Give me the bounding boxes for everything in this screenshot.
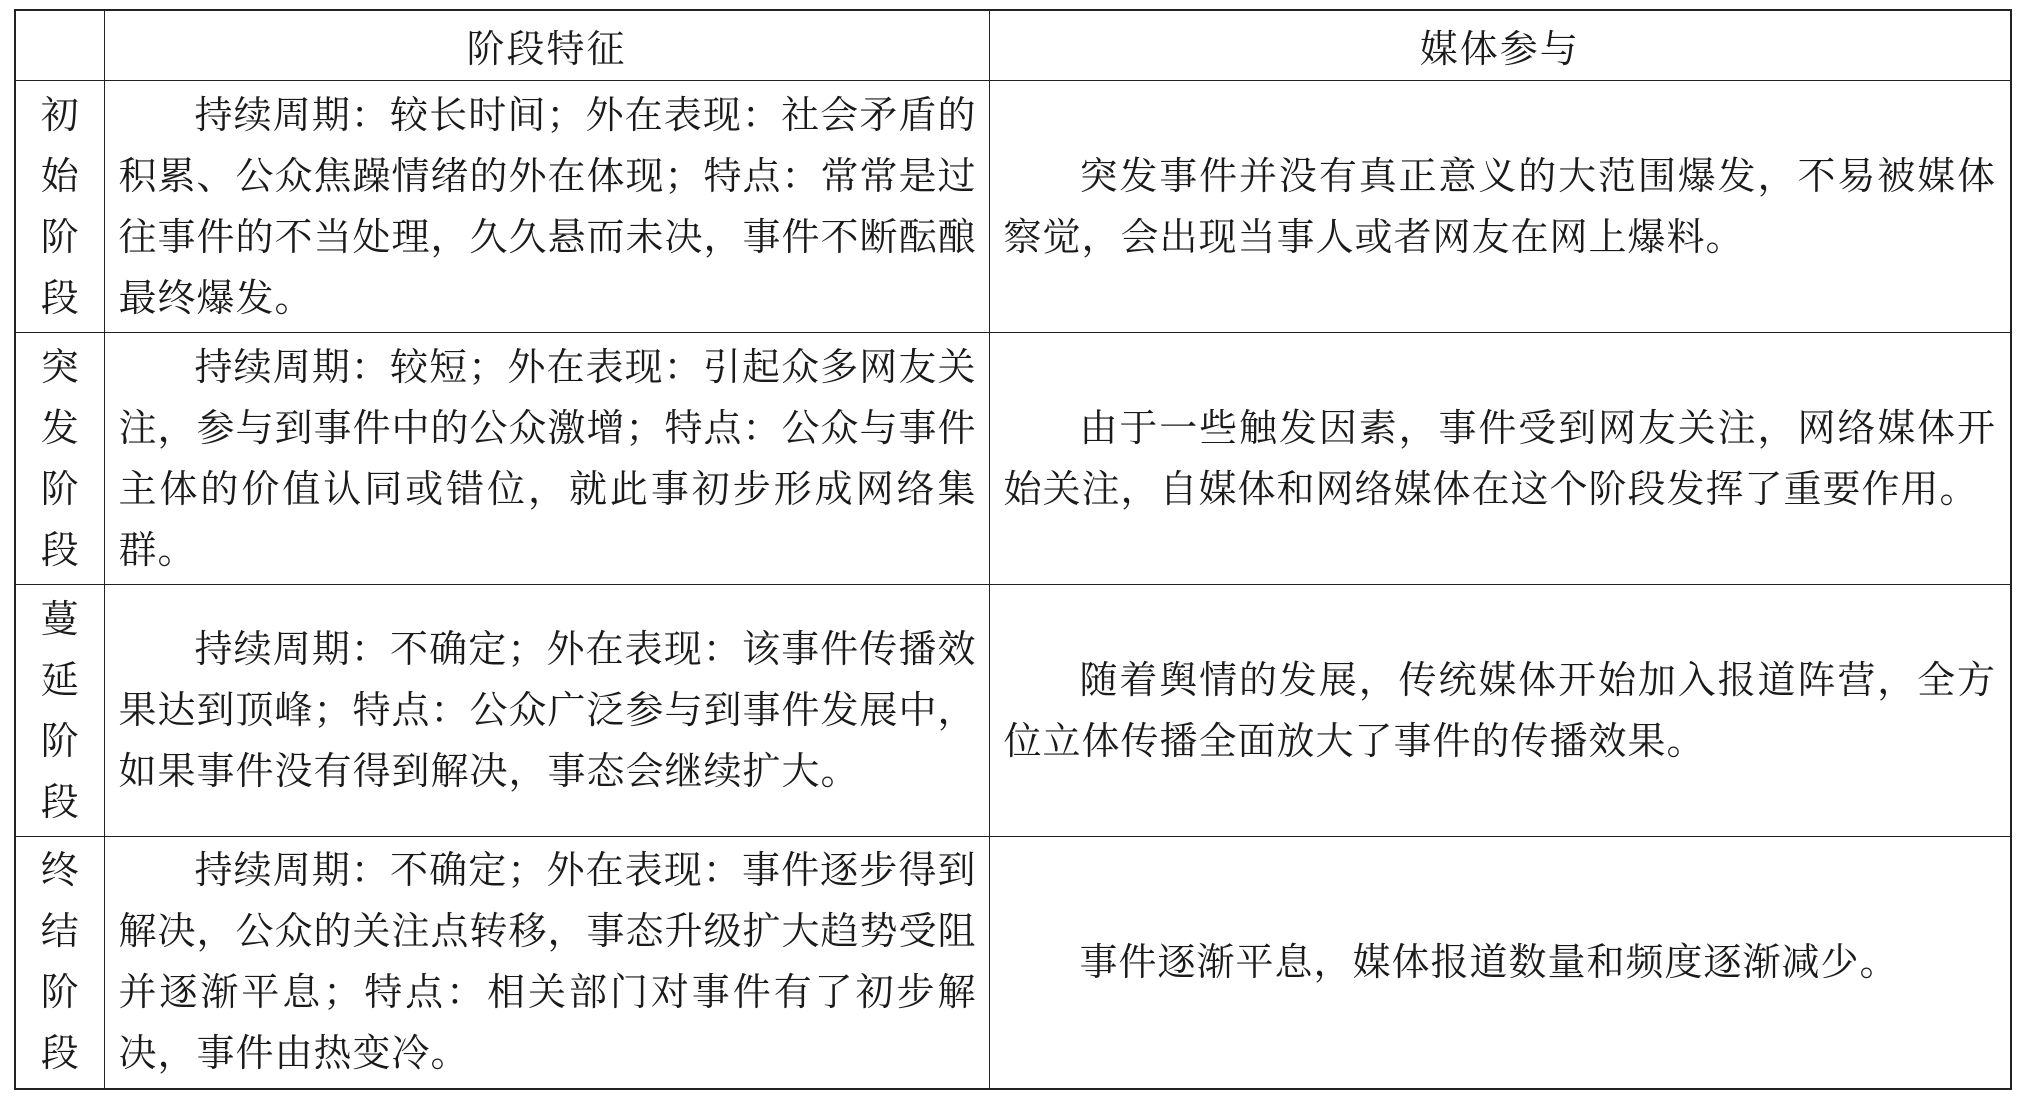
stage-char: 段 xyxy=(40,275,79,320)
media-text: 随着舆情的发展，传统媒体开始加入报道阵营，全方位立体传播全面放大了事件的传播效果。 xyxy=(1003,657,1996,763)
header-media: 媒体参与 xyxy=(989,10,2011,81)
stage-cell xyxy=(15,81,104,333)
header-feature: 阶段特征 xyxy=(104,10,989,81)
table-row xyxy=(15,333,2011,585)
stage-cell xyxy=(15,333,104,585)
feature-cell xyxy=(104,81,989,333)
stage-char: 段 xyxy=(40,779,79,824)
feature-text: 持续周期：不确定；外在表现：事件逐步得到解决，公众的关注点转移，事态升级扩大趋势受阻并逐渐平息；特点：相关部门对事件有了初步解决，事件由热变冷。 xyxy=(118,848,977,1076)
stage-table xyxy=(14,9,2012,1090)
feature-text: 持续周期：较长时间；外在表现：社会矛盾的积累、公众焦躁情绪的外在体现；特点：常常是过往事件的不当处理，久久悬而未决，事件不断酝酿最终爆发。 xyxy=(118,92,977,320)
media-text: 事件逐渐平息，媒体报道数量和频度逐渐减少。 xyxy=(1079,939,1899,984)
feature-text: 持续周期：不确定；外在表现：该事件传播效果达到顶峰；特点：公众广泛参与到事件发展中，如果事件没有得到解决，事态会继续扩大。 xyxy=(118,627,977,793)
stage-char: 阶 xyxy=(40,214,79,259)
stage-char: 阶 xyxy=(40,970,79,1015)
stage-table-container xyxy=(14,9,2012,1089)
feature-text: 持续周期：较短；外在表现：引起众多网友关注，参与到事件中的公众激增；特点：公众与事件主体的价值认同或错位，就此事初步形成网络集群。 xyxy=(118,344,977,572)
media-cell xyxy=(989,81,2011,333)
stage-char: 延 xyxy=(40,657,79,702)
stage-char: 发 xyxy=(40,405,79,450)
media-cell xyxy=(989,333,2011,585)
media-cell xyxy=(989,585,2011,837)
stage-char: 阶 xyxy=(40,718,79,763)
table-row xyxy=(15,837,2011,1089)
stage-char: 始 xyxy=(40,153,79,198)
stage-cell xyxy=(15,585,104,837)
table-row xyxy=(15,585,2011,837)
stage-char: 阶 xyxy=(40,466,79,511)
stage-char: 蔓 xyxy=(40,596,79,641)
table-row xyxy=(15,81,2011,333)
stage-char: 突 xyxy=(40,344,79,389)
media-cell xyxy=(989,837,2011,1089)
stage-char: 初 xyxy=(40,92,79,137)
table-header-row xyxy=(15,10,2011,81)
media-text: 突发事件并没有真正意义的大范围爆发，不易被媒体察觉，会出现当事人或者网友在网上爆料。 xyxy=(1003,153,1996,259)
stage-char: 终 xyxy=(40,848,79,893)
stage-char: 结 xyxy=(40,909,79,954)
stage-char: 段 xyxy=(40,1031,79,1076)
feature-cell xyxy=(104,333,989,585)
stage-char: 段 xyxy=(40,527,79,572)
media-text: 由于一些触发因素，事件受到网友关注，网络媒体开始关注，自媒体和网络媒体在这个阶段发挥了重要作用。 xyxy=(1003,405,1996,511)
feature-cell xyxy=(104,837,989,1089)
feature-cell xyxy=(104,585,989,837)
header-stage xyxy=(15,10,104,81)
stage-cell xyxy=(15,837,104,1089)
